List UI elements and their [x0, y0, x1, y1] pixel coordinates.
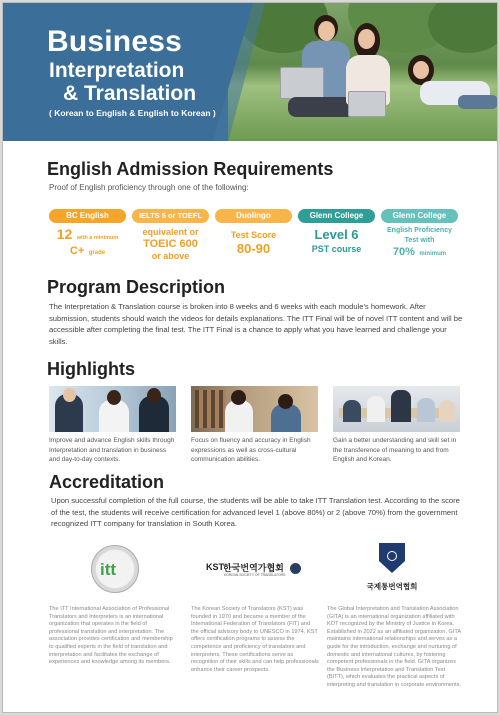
org-description-kst: The Korean Society of Translators (KST) was founded in 1970 and became a member of the International Federation of Translators (FIT) and the official advisory body to UNESCO in 1974. KST offers certification programs to assess the competence and proficiency of translators and interpreters. These certifications serve as recognition of their skills and can help professionals enhance their career prospects. [191, 606, 319, 673]
requirement-label: Duolingo [215, 209, 292, 223]
requirement-glenn-proficiency: Glenn College English Proficiency Test with 70% minimum [381, 209, 458, 265]
title-interpretation: Interpretation [49, 59, 185, 82]
org-description-gita: The Global Interpretation and Translation Association (GITA) is an international organization affiliated with KOT recognized by the Ministry of Justice in Korea. Established in 2022 as an affiliated organization, GITA maintains international relationships and serves as a guide for the introduction, exchange and nurturing of domestic and international cultures, by fostering competent professionals in the field. GITA organizes the Business Interpretation and Translation Test (BITT), which evaluates the practical aspects of interpreting and translation in corporate environments. [327, 606, 462, 688]
highlight-photo-study [191, 386, 318, 432]
requirement-ielts-toeic: IELTS 5 or TOEFL equivalent or TOEIC 600 or above [132, 209, 209, 265]
highlight-photo-meeting [333, 386, 460, 432]
admission-intro: Proof of English proficiency through one of the following: [49, 183, 249, 192]
hero-banner [3, 3, 498, 141]
highlight-text-2: Focus on fluency and accuracy in English expressions as well as cross-cultural communication abilities. [191, 437, 311, 463]
requirement-label: IELTS 5 or TOEFL [132, 209, 209, 223]
requirement-duolingo: Duolingo Test Score 80-90 [215, 209, 292, 265]
requirement-label: Glenn College [298, 209, 375, 223]
program-heading: Program Description [47, 277, 226, 297]
accreditation-description: Upon successful completion of the full course, the students will be able to take ITT Translation test. According to the score of the test, the students will receive certification for advanced level 1 (above 80%) or 2 (above 70%) from the government recognized ITT company for translation in South Korea. [51, 496, 460, 528]
kst-logo: KST 한국번역가협회 KOREAN SOCIETY OF TRANSLATORS [206, 559, 301, 581]
requirement-bc-english: BC English 12 with a minimum C+ grade [49, 209, 126, 265]
title-translation: & Translation [63, 82, 197, 105]
cita-logo: 국제통번역협회 [362, 543, 422, 597]
highlights-heading: Highlights [47, 359, 135, 379]
highlight-photo-business [49, 386, 176, 432]
admission-heading: English Admission Requirements [47, 159, 334, 179]
requirement-label: Glenn College [381, 209, 458, 223]
students-photo [228, 3, 498, 141]
itt-logo: itt [91, 545, 139, 593]
title-business: Business [47, 25, 182, 58]
highlight-text-3: Gain a better understanding and skill set in the transference of meaning to and from English and Korean. [333, 437, 457, 463]
requirement-glenn-level6: Glenn College Level 6 PST course [298, 209, 375, 265]
flyer-page [2, 2, 498, 713]
org-description-itt: The ITT International Association of Professional Translators and Interpreters is an international organization that operates in the field of professional translation and interpretation. The association provides certification and membership to qualified experts in the field of translation and interpretation and facilitates the exchange of experiences and knowledge among its members. [49, 606, 173, 666]
title-language-pair: ( Korean to English & English to Korean ) [49, 108, 216, 118]
requirement-label: BC English [49, 209, 126, 223]
highlight-text-1: Improve and advance English skills through Interpretation and translation in business and day-to-day contexts. [49, 437, 175, 463]
program-description: The Interpretation & Translation course is broken into 8 weeks and 6 weeks with each module's homework. After submission, students should watch the videos for details explanations. The ITT Final will be of novel ITT content and will be accessible after completing the final test. The ITT Final is a chance to apply what you have learned and challenge your skills. [49, 302, 463, 346]
accreditation-heading: Accreditation [49, 472, 165, 492]
